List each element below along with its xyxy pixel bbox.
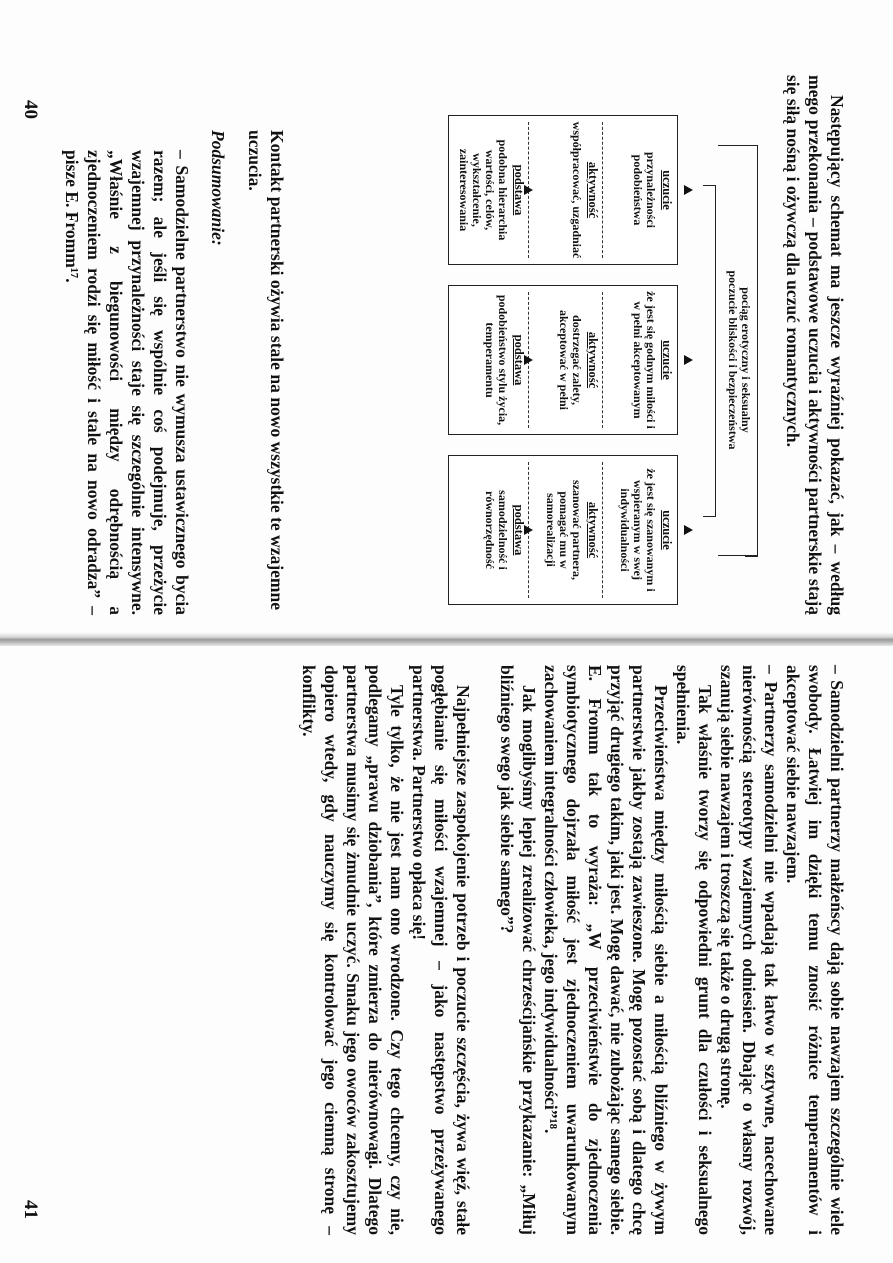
arrow-up-icon	[524, 525, 533, 535]
page-number-left: 40	[20, 100, 41, 119]
diagram-column-1: uczucie przynależności podobieństwa aktywność współpracować, uzgadniać podstawa podobna hierarchia wartości, celów, wykształcenie, zainteresowania	[448, 115, 678, 265]
page-fold	[0, 632, 893, 646]
arrow-up-icon	[524, 355, 533, 365]
right-page-text: – Samodzielni partnerzy małżeńscy dają sobie nawzajem szczególnie wiele swobody. Łatwiej im dzięki temu znosić różnice temperamentów i akceptować siebie nawzajem. – Partnerzy samodzielni nie wpadają tak łatwo w sztywne, nacechowane nierównością stereotypy wzajemnych odniesień. Dbając o własny rozwój, szanują siebie nawzajem i troszczą się także o drugą stronę. Tak właśnie tworzy się odpowiedni grunt dla czułości i seksualnego spełnienia. Przeciwieństwa między miłością siebie a miłością bliźniego w żywym partnerstwie jakby zostają zawieszone. Mogę pozostać sobą i dlatego chcę przyjąć drugiego takim, jaki jest. Mogę dawać, nie zubożając samego siebie. E. Fromm tak to wyraża: „W przeciwieństwie do zjednoczenia symbiotycznego dojrzała miłość jest zjednoczeniem uwarunkowanym zachowaniem integralności człowieka, jego indywidualności”¹⁸. Jak moglibyśmy lepiej zrealizować chrześcijańskie przykazanie: „Miłuj bliźniego swego jak siebie samego”? Najpełniejsze zaspokojenie potrzeb i poczucie szczęścia, żywa więź, stałe pogłębianie się miłości wzajemnej – jako następstwo przeżywanego partnerstwa. Partnerstwo opłaca się! Tyle tylko, że nie jest nam ono wrodzone. Czy tego chcemy, czy nie, podlegamy „prawu dziobania”, które zmierza do nierównowagi. Dlatego partnerstwa musimy się żmudnie uczyć. Smaku jego owoców zakosztujemy dopiero wtedy, gdy nauczymy się kontrolować jego ciemną stronę – konflikty.	[299, 665, 847, 1235]
summary-paragraph: – Samodzielne partnerstwo nie wymusza ustawicznego bycia razem; ale jeśli się wspólnie coś podejmuje, przeżycie wzajemnej przynależności staje się szczególnie intensywne. „Właśnie z biegunowości między odrębnością a zjednoczeniem rodzi się miłość i stale na nowo odradza” – pisze E. Fromm¹⁷.	[62, 150, 192, 615]
contact-paragraph: Kontakt partnerski ożywia stale na nowo wszystkie te wzajemne uczucia.	[245, 130, 287, 610]
arrow-up-icon	[684, 355, 693, 365]
arrow-up-icon	[524, 185, 533, 195]
diagram-column-3: uczucie że jest się szanowanym i wspieranym w swej indywidualności aktywność szanować partnera, pomagać mu w samorealizacji podstawa samodzielność i równorzędność	[448, 455, 678, 605]
feelings-diagram	[298, 105, 768, 615]
diagram-column-2: uczucie że jest się godnym miłości i w pełni akceptowanym aktywność dostrzegać zalety, akceptować w pełni podstawa podobieństwo stylu życia, temperamentu	[448, 285, 678, 435]
inner-brace	[703, 185, 716, 517]
summary-heading: Podsumowanie:	[208, 130, 228, 246]
arrow-up-icon	[684, 525, 693, 535]
arrow-up-icon	[684, 185, 693, 195]
page-number-right: 41	[20, 1200, 41, 1219]
intro-paragraph: Następujący schemat ma jeszcze wyraźniej pokazać, jak – według mego przekonania – podstawowe uczucia i aktywności partnerskie stają się siłą nośną i ożywczą dla uczuć romantycznych.	[783, 75, 847, 615]
diagram-top-label: pociąg erotyczny i seksualny poczucie bliskości i bezpieczeństwa	[726, 270, 753, 450]
